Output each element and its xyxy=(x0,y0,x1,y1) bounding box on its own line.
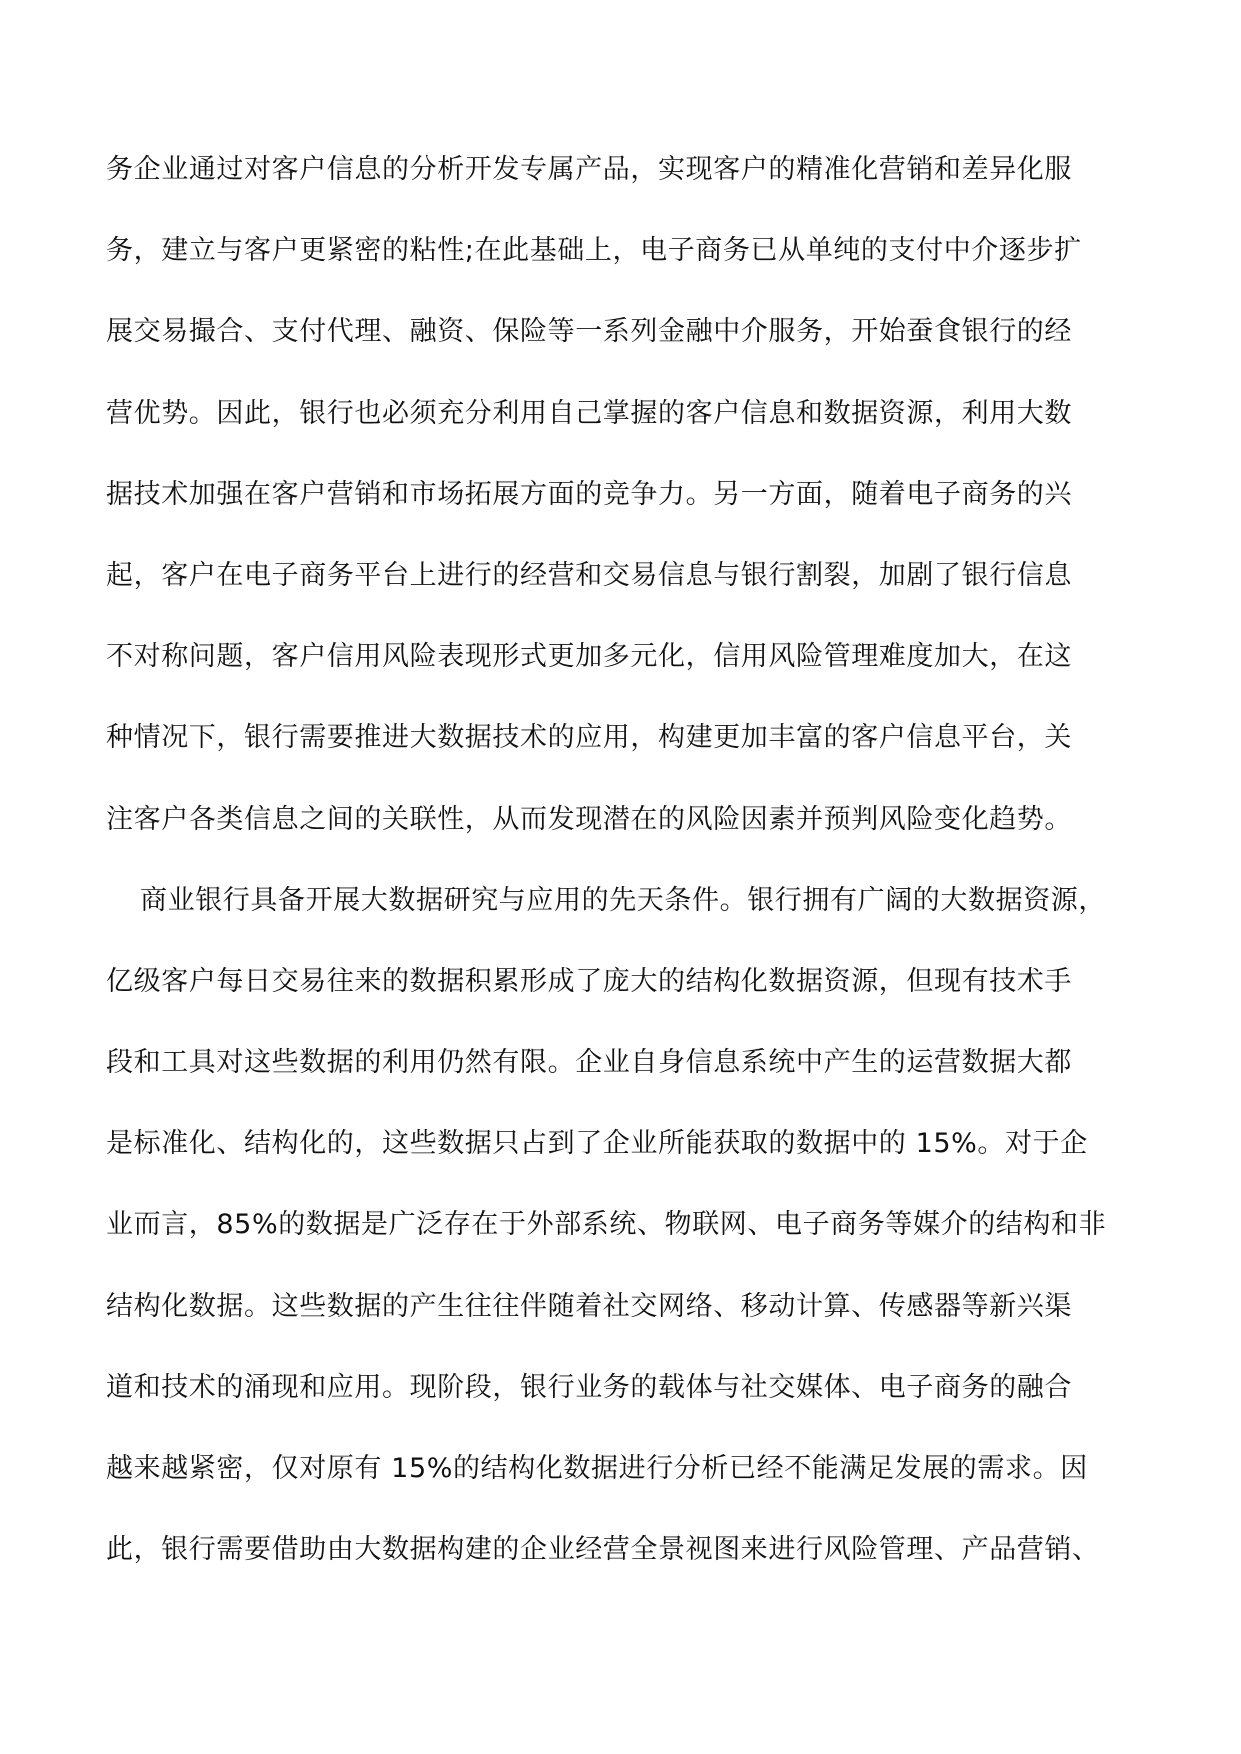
text-line: 营优势。因此，银行也必须充分利用自己掌握的客户信息和数据资源，利用大数 xyxy=(106,397,1072,429)
text-line: 此，银行需要借助由大数据构建的企业经营全景视图来进行风险管理、产品营销、 xyxy=(106,1534,1100,1566)
text-line: 种情况下，银行需要推进大数据技术的应用，构建更加丰富的客户信息平台，关 xyxy=(106,722,1072,754)
text-line: 业而言，85%的数据是广泛存在于外部系统、物联网、电子商务等媒介的结构和非 xyxy=(106,1209,1107,1241)
text-line: 亿级客户每日交易往来的数据积累形成了庞大的结构化数据资源，但现有技术手 xyxy=(106,965,1072,997)
body-text xyxy=(106,150,1146,1611)
text-line: 不对称问题，客户信用风险表现形式更加多元化，信用风险管理难度加大，在这 xyxy=(106,641,1072,673)
text-line: 是标准化、结构化的，这些数据只占到了企业所能获取的数据中的 15%。对于企 xyxy=(106,1128,1088,1160)
text-line: 务，建立与客户更紧密的粘性;在此基础上，电子商务已从单纯的支付中介逐步扩 xyxy=(106,235,1082,267)
text-line: 结构化数据。这些数据的产生往往伴随着社交网络、移动计算、传感器等新兴渠 xyxy=(106,1290,1072,1322)
text-line: 越来越紧密，仅对原有 15%的结构化数据进行分析已经不能满足发展的需求。因 xyxy=(106,1453,1088,1484)
text-line: 务企业通过对客户信息的分析开发专属产品，实现客户的精准化营销和差异化服 xyxy=(106,154,1072,185)
text-line: 段和工具对这些数据的利用仍然有限。企业自身信息系统中产生的运营数据大都 xyxy=(106,1047,1072,1079)
text-line: 起，客户在电子商务平台上进行的经营和交易信息与银行割裂，加剧了银行信息 xyxy=(106,559,1072,591)
text-line: 据技术加强在客户营销和市场拓展方面的竞争力。另一方面，随着电子商务的兴 xyxy=(106,478,1072,510)
text-line: 道和技术的涌现和应用。现阶段，银行业务的载体与社交媒体、电子商务的融合 xyxy=(106,1371,1072,1403)
text-line: 展交易撮合、支付代理、融资、保险等一系列金融中介服务，开始蚕食银行的经 xyxy=(106,316,1072,348)
text-line: 注客户各类信息之间的关联性，从而发现潜在的风险因素并预判风险变化趋势。 xyxy=(106,803,1072,835)
paragraph-first-line: 商业银行具备开展大数据研究与应用的先天条件。银行拥有广阔的大数据资源， xyxy=(140,884,1106,916)
